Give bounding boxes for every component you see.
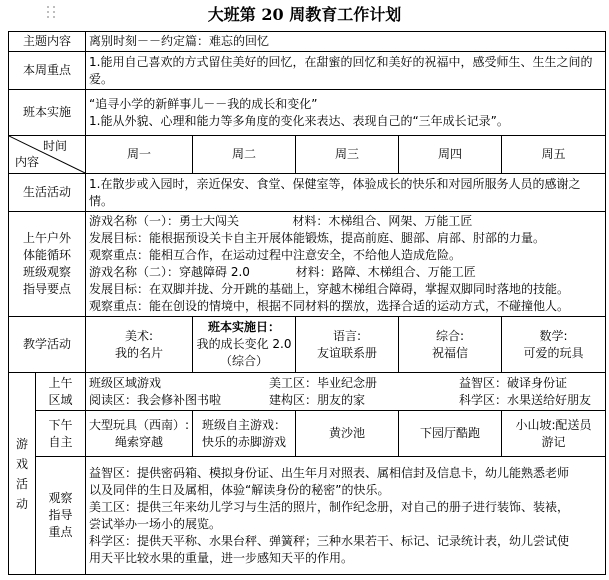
afternoon-row — [9, 411, 606, 457]
outdoor-label-line: 上午户外 — [23, 231, 72, 245]
games-label-char: 活 — [15, 476, 28, 491]
afternoon-item-line: 班级自主游戏： — [202, 417, 287, 432]
afternoon-friday — [502, 411, 606, 457]
class-practice-value — [86, 90, 606, 136]
teaching-topic: 祝福信 — [432, 345, 469, 360]
outdoor-label — [9, 212, 86, 317]
class-practice-row — [9, 90, 606, 136]
observe-line: 美工区：提供三年来幼儿学习与生活的照片，制作纪念册，对自己的册子进行装饰、装裱， — [89, 499, 570, 514]
plan-table — [8, 31, 606, 575]
day-wednesday: 周三 — [296, 136, 399, 174]
class-practice-label: 班本实施 — [9, 90, 86, 136]
teaching-wednesday — [296, 317, 399, 373]
area-item: 科学区：水果送给好朋友 — [459, 392, 592, 407]
outdoor-line: 游戏名称（二）：穿越障碍 2.0 材料：路障、木梯组合、万能工匠 — [89, 265, 476, 279]
class-practice-line-2: 1.能从外貌、心理和能力等多角度的变化来表达、表现自己的“三年成长记录”。 — [89, 113, 509, 128]
teaching-topic: 友谊联系册 — [317, 345, 378, 360]
life-row — [9, 174, 606, 212]
teaching-topic: 我的名片 — [115, 345, 164, 360]
focus-value: 1.能用自己喜欢的方式留住美好的回忆，在甜蜜的回忆和美好的祝福中，感受师生、生生之间的爱。 — [86, 52, 606, 90]
morning-area-label — [36, 373, 86, 411]
afternoon-thursday — [399, 411, 502, 457]
focus-row — [9, 52, 606, 90]
afternoon-item-line: 下园厅酷跑 — [420, 426, 481, 440]
teaching-tuesday — [193, 317, 296, 373]
theme-value: 离别时刻－－约定篇：难忘的回忆 — [86, 32, 606, 52]
morning-area-grid — [89, 375, 602, 409]
morning-label-line: 上午 — [48, 375, 73, 390]
outdoor-label-line: 指导要点 — [23, 282, 72, 296]
observe-line: 以及同伴的生日及属相，体验“解读身份的秘密”的快乐。 — [89, 482, 390, 497]
morning-area-value — [86, 373, 606, 411]
outdoor-line: 观察重点：能相互合作，在运动过程中注意安全，不给他人造成危险。 — [89, 248, 462, 262]
theme-row — [9, 32, 606, 52]
time-content-header — [9, 136, 86, 174]
life-value: 1.在散步或入园时，亲近保安、食堂、保健室等，体验成长的快乐和对园所服务人员的感谢之情。 — [86, 174, 606, 212]
teaching-subject: 数学: — [539, 328, 568, 343]
afternoon-tuesday — [193, 411, 296, 457]
teaching-subject: 美术: — [124, 328, 154, 343]
area-item: 美工区：毕业纪念册 — [269, 375, 378, 390]
outdoor-label-line: 体能循环 — [23, 248, 72, 262]
observe-label-line: 重点 — [48, 525, 73, 539]
theme-label: 主题内容 — [9, 32, 86, 52]
observe-line: 用天平比较水果的重量，进一步感知天平的作用。 — [89, 550, 354, 565]
teaching-label: 教学活动 — [9, 317, 86, 373]
page-title: 大班第 20 周教育工作计划 — [207, 5, 402, 24]
life-label: 生活活动 — [9, 174, 86, 212]
observe-line: 科学区：提供天平称、水果台秤、弹簧秤；三种水果若干、标记、记录统计表，幼儿尝试使 — [89, 533, 570, 548]
afternoon-label — [36, 411, 86, 457]
outdoor-line: 发展目标：在双脚并拢、分开跳的基础上，穿越木梯组合障碍，掌握双脚同时落地的技能。 — [89, 282, 570, 296]
focus-label: 本周重点 — [9, 52, 86, 90]
morning-area-row — [9, 373, 606, 411]
afternoon-label-line: 自主 — [48, 434, 73, 449]
observe-value — [86, 457, 606, 575]
class-practice-line-1: “追寻小学的新鲜事儿－－我的成长和变化” — [89, 96, 318, 111]
teaching-topic: 我的成长变化 2.0（综合） — [196, 337, 292, 368]
time-label: 时间 — [43, 139, 68, 153]
teaching-subject: 综合: — [435, 328, 465, 343]
games-label-char: 动 — [15, 496, 28, 511]
observe-line: 尝试举办一场小的展览。 — [89, 516, 222, 531]
morning-label-line: 区域 — [48, 392, 73, 407]
afternoon-item-line: 小山坡:配送员 — [515, 417, 592, 432]
outdoor-line: 观察重点：能在创设的情境中，根据不同材料的摆放，选择合适的运动方式，不碰撞他人。 — [89, 299, 570, 313]
outdoor-label-line: 班级观察 — [23, 265, 72, 279]
area-item: 益智区：破译身份证 — [459, 375, 568, 390]
teaching-friday — [502, 317, 606, 373]
afternoon-wednesday — [296, 411, 399, 457]
afternoon-item-line: 绳索穿越 — [115, 434, 164, 449]
afternoon-item-line: 黄沙池 — [329, 426, 366, 440]
content-label: 内容 — [15, 155, 40, 169]
teaching-monday — [86, 317, 193, 373]
area-item: 建构区：朋友的家 — [269, 392, 366, 407]
observe-label-line: 观察 — [48, 491, 73, 505]
header-row — [9, 136, 606, 174]
afternoon-item-line: 快乐的赤脚游戏 — [202, 434, 287, 449]
afternoon-item-line: 大型玩具（西南）: — [89, 417, 190, 432]
observe-line: 益智区：提供密码箱、模拟身份证、出生年月对照表、属相信封及信息卡，幼儿能熟悉老师 — [89, 465, 570, 480]
teaching-topic: 可爱的玩具 — [523, 345, 584, 360]
area-item: 阅读区：我会修补图书啦 — [89, 392, 222, 407]
outdoor-value — [86, 212, 606, 317]
games-label-char: 戏 — [15, 456, 28, 471]
observe-label — [36, 457, 86, 575]
teaching-row — [9, 317, 606, 373]
outdoor-row — [9, 212, 606, 317]
games-label — [9, 373, 36, 575]
teaching-thursday — [399, 317, 502, 373]
day-monday: 周一 — [86, 136, 193, 174]
outdoor-line: 游戏名称（一）：勇士大闯关 材料：木梯组合、网架、万能工匠 — [89, 214, 473, 228]
day-thursday: 周四 — [399, 136, 502, 174]
observe-row — [9, 457, 606, 575]
observe-label-line: 指导 — [48, 508, 73, 522]
teaching-subject: 班本实施日： — [208, 320, 281, 334]
afternoon-item-line: 游记 — [541, 434, 566, 449]
afternoon-monday — [86, 411, 193, 457]
games-label-char: 游 — [15, 436, 28, 451]
outdoor-line: 发展目标：能根据预设关卡自主开展体能锻炼，提高前庭、腿部、肩部、肘部的力量。 — [89, 231, 546, 245]
area-item: 班级区域游戏 — [89, 375, 162, 390]
afternoon-label-line: 下午 — [48, 417, 73, 432]
teaching-subject: 语言: — [332, 328, 362, 343]
day-friday: 周五 — [502, 136, 606, 174]
day-tuesday: 周二 — [193, 136, 296, 174]
